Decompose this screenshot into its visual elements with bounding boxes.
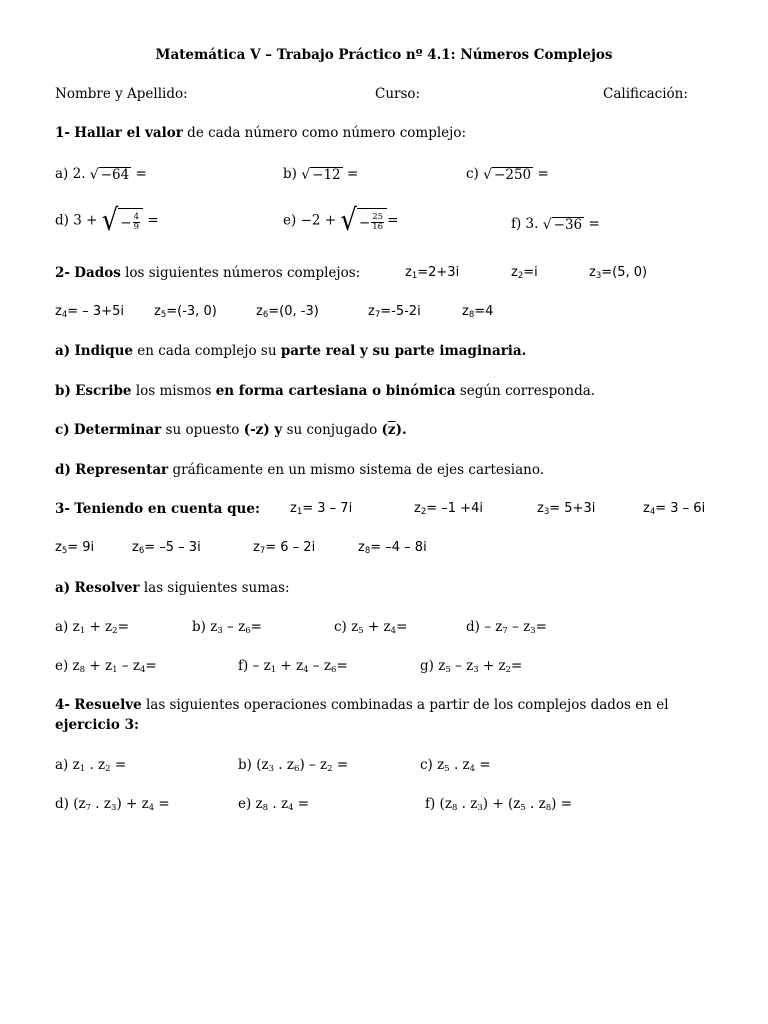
ex3-sum-c: c) $z_5 + z_4=$ bbox=[334, 619, 408, 636]
ex2-z6: $z_6=(0$, -3) bbox=[256, 304, 319, 320]
ex3-z3: $z_3= 5+3i$ bbox=[537, 501, 596, 517]
ex2-z7: $z_7=-5-2i$ bbox=[368, 304, 421, 320]
ex4-op-e: e) $z_8$ . $z_4$ = bbox=[238, 796, 310, 813]
ex1-item-d: d) 3 + √ − $\frac{4}{9}$ = bbox=[55, 203, 159, 239]
ex3-item-a: a) Resolver las siguientes sumas: bbox=[55, 580, 290, 596]
ex4-op-c: c) $z_5$ . $z_4$ = bbox=[420, 757, 491, 774]
ex3-z8: $z_8= -4 - 8i$ bbox=[358, 540, 427, 556]
ex2-z2: $z_2=i$ bbox=[511, 265, 538, 281]
ex4-op-a: a) $z_1$ . $z_2$ = bbox=[55, 757, 127, 774]
ex4-heading-cont: ejercicio 3: bbox=[55, 717, 139, 733]
ex2-item-a: a) Indique en cada complejo su parte real y su parte imaginaria. bbox=[55, 343, 527, 359]
ex1-item-e: e) −2 + √ − $\frac{25}{16}$ = bbox=[283, 203, 399, 239]
ex3-sum-d: $d) - z_7 - z_3=$ bbox=[466, 619, 547, 636]
ex1-item-a: a) 2. √ −64 = bbox=[55, 166, 147, 183]
ex2-item-b: b) Escribe los mismos en forma cartesiana o binómica según corresponda. bbox=[55, 383, 596, 399]
ex4-op-f: f) ($z_8$ . $z_3) + (z_5$ . $z_8$) = bbox=[425, 796, 573, 813]
sqrt-symbol: √ − $\frac{25}{16}$ bbox=[340, 208, 387, 234]
ex1-heading: 1- Hallar el valor de cada número como número complejo: bbox=[55, 125, 466, 141]
ex3-sum-f: $f) - z_1 + z_4 - z_6=$ bbox=[238, 658, 348, 675]
ex3-z5: $z_5= 9i$ bbox=[55, 540, 95, 556]
ex3-sum-b: b) $z_3 - z_6=$ bbox=[192, 619, 262, 636]
sqrt-symbol: √ − $\frac{4}{9}$ bbox=[102, 208, 143, 234]
ex3-heading: 3- Teniendo en cuenta que: bbox=[55, 501, 260, 517]
course-label: Curso: bbox=[375, 86, 421, 102]
grade-label: Calificación: bbox=[603, 86, 688, 102]
ex2-heading: 2- Dados los siguientes números complejos: bbox=[55, 265, 361, 281]
ex2-z3: $z_3=(5$, 0) bbox=[589, 265, 648, 281]
ex1-item-b: b) √ −12 = bbox=[283, 166, 359, 183]
ex3-sum-e: e) $z_8 + z_1 - z_4=$ bbox=[55, 658, 157, 675]
name-label: Nombre y Apellido: bbox=[55, 86, 188, 102]
sqrt-symbol: √ −64 bbox=[89, 167, 130, 183]
ex2-item-d: d) Representar gráficamente en un mismo sistema de ejes cartesiano. bbox=[55, 462, 545, 478]
page-title: Matemática V – Trabajo Práctico nº 4.1: Números Complejos bbox=[155, 47, 613, 63]
ex2-z4: $z_4= - 3+5i$ bbox=[55, 304, 124, 320]
ex1-item-f: f) 3. √ −36 = bbox=[511, 216, 600, 233]
ex2-z5: $z_5=(-3$, 0) bbox=[154, 304, 217, 320]
sqrt-symbol: √ −12 bbox=[301, 167, 341, 183]
ex3-sum-a: a) $z_1 + z_2=$ bbox=[55, 619, 129, 636]
ex2-z8: $z_8=4$ bbox=[462, 304, 494, 320]
ex3-z6: $z_6= -5 - 3i$ bbox=[132, 540, 201, 556]
ex3-z4: $z_4= 3 - 6i$ bbox=[643, 501, 706, 517]
sqrt-symbol: √ −250 bbox=[483, 167, 532, 183]
ex3-z2: $z_2= -1 +4i$ bbox=[414, 501, 483, 517]
sqrt-symbol: √ −36 bbox=[542, 217, 583, 233]
ex4-op-d: d) ($z_7$ . $z_3) + z_4$ = bbox=[55, 796, 170, 813]
ex4-heading: 4- Resuelve las siguientes operaciones combinadas a partir de los complejos dados en el bbox=[55, 697, 669, 713]
ex2-item-c: c) Determinar su opuesto (-z) y su conjugado $(\overline{z})$. bbox=[55, 422, 407, 438]
ex1-item-c: c) √ −250 = bbox=[466, 166, 549, 183]
ex3-z7: $z_7= 6 - 2i$ bbox=[253, 540, 316, 556]
ex4-op-b: b) ($z_3$ . $z_6) - z_2$ = bbox=[238, 757, 349, 774]
ex3-sum-g: g) $z_5 - z_3 + z_2=$ bbox=[420, 658, 523, 675]
ex3-z1: $z_1= 3 - 7i$ bbox=[290, 501, 353, 517]
ex2-z1: $z_1=2+3i$ bbox=[405, 265, 460, 281]
